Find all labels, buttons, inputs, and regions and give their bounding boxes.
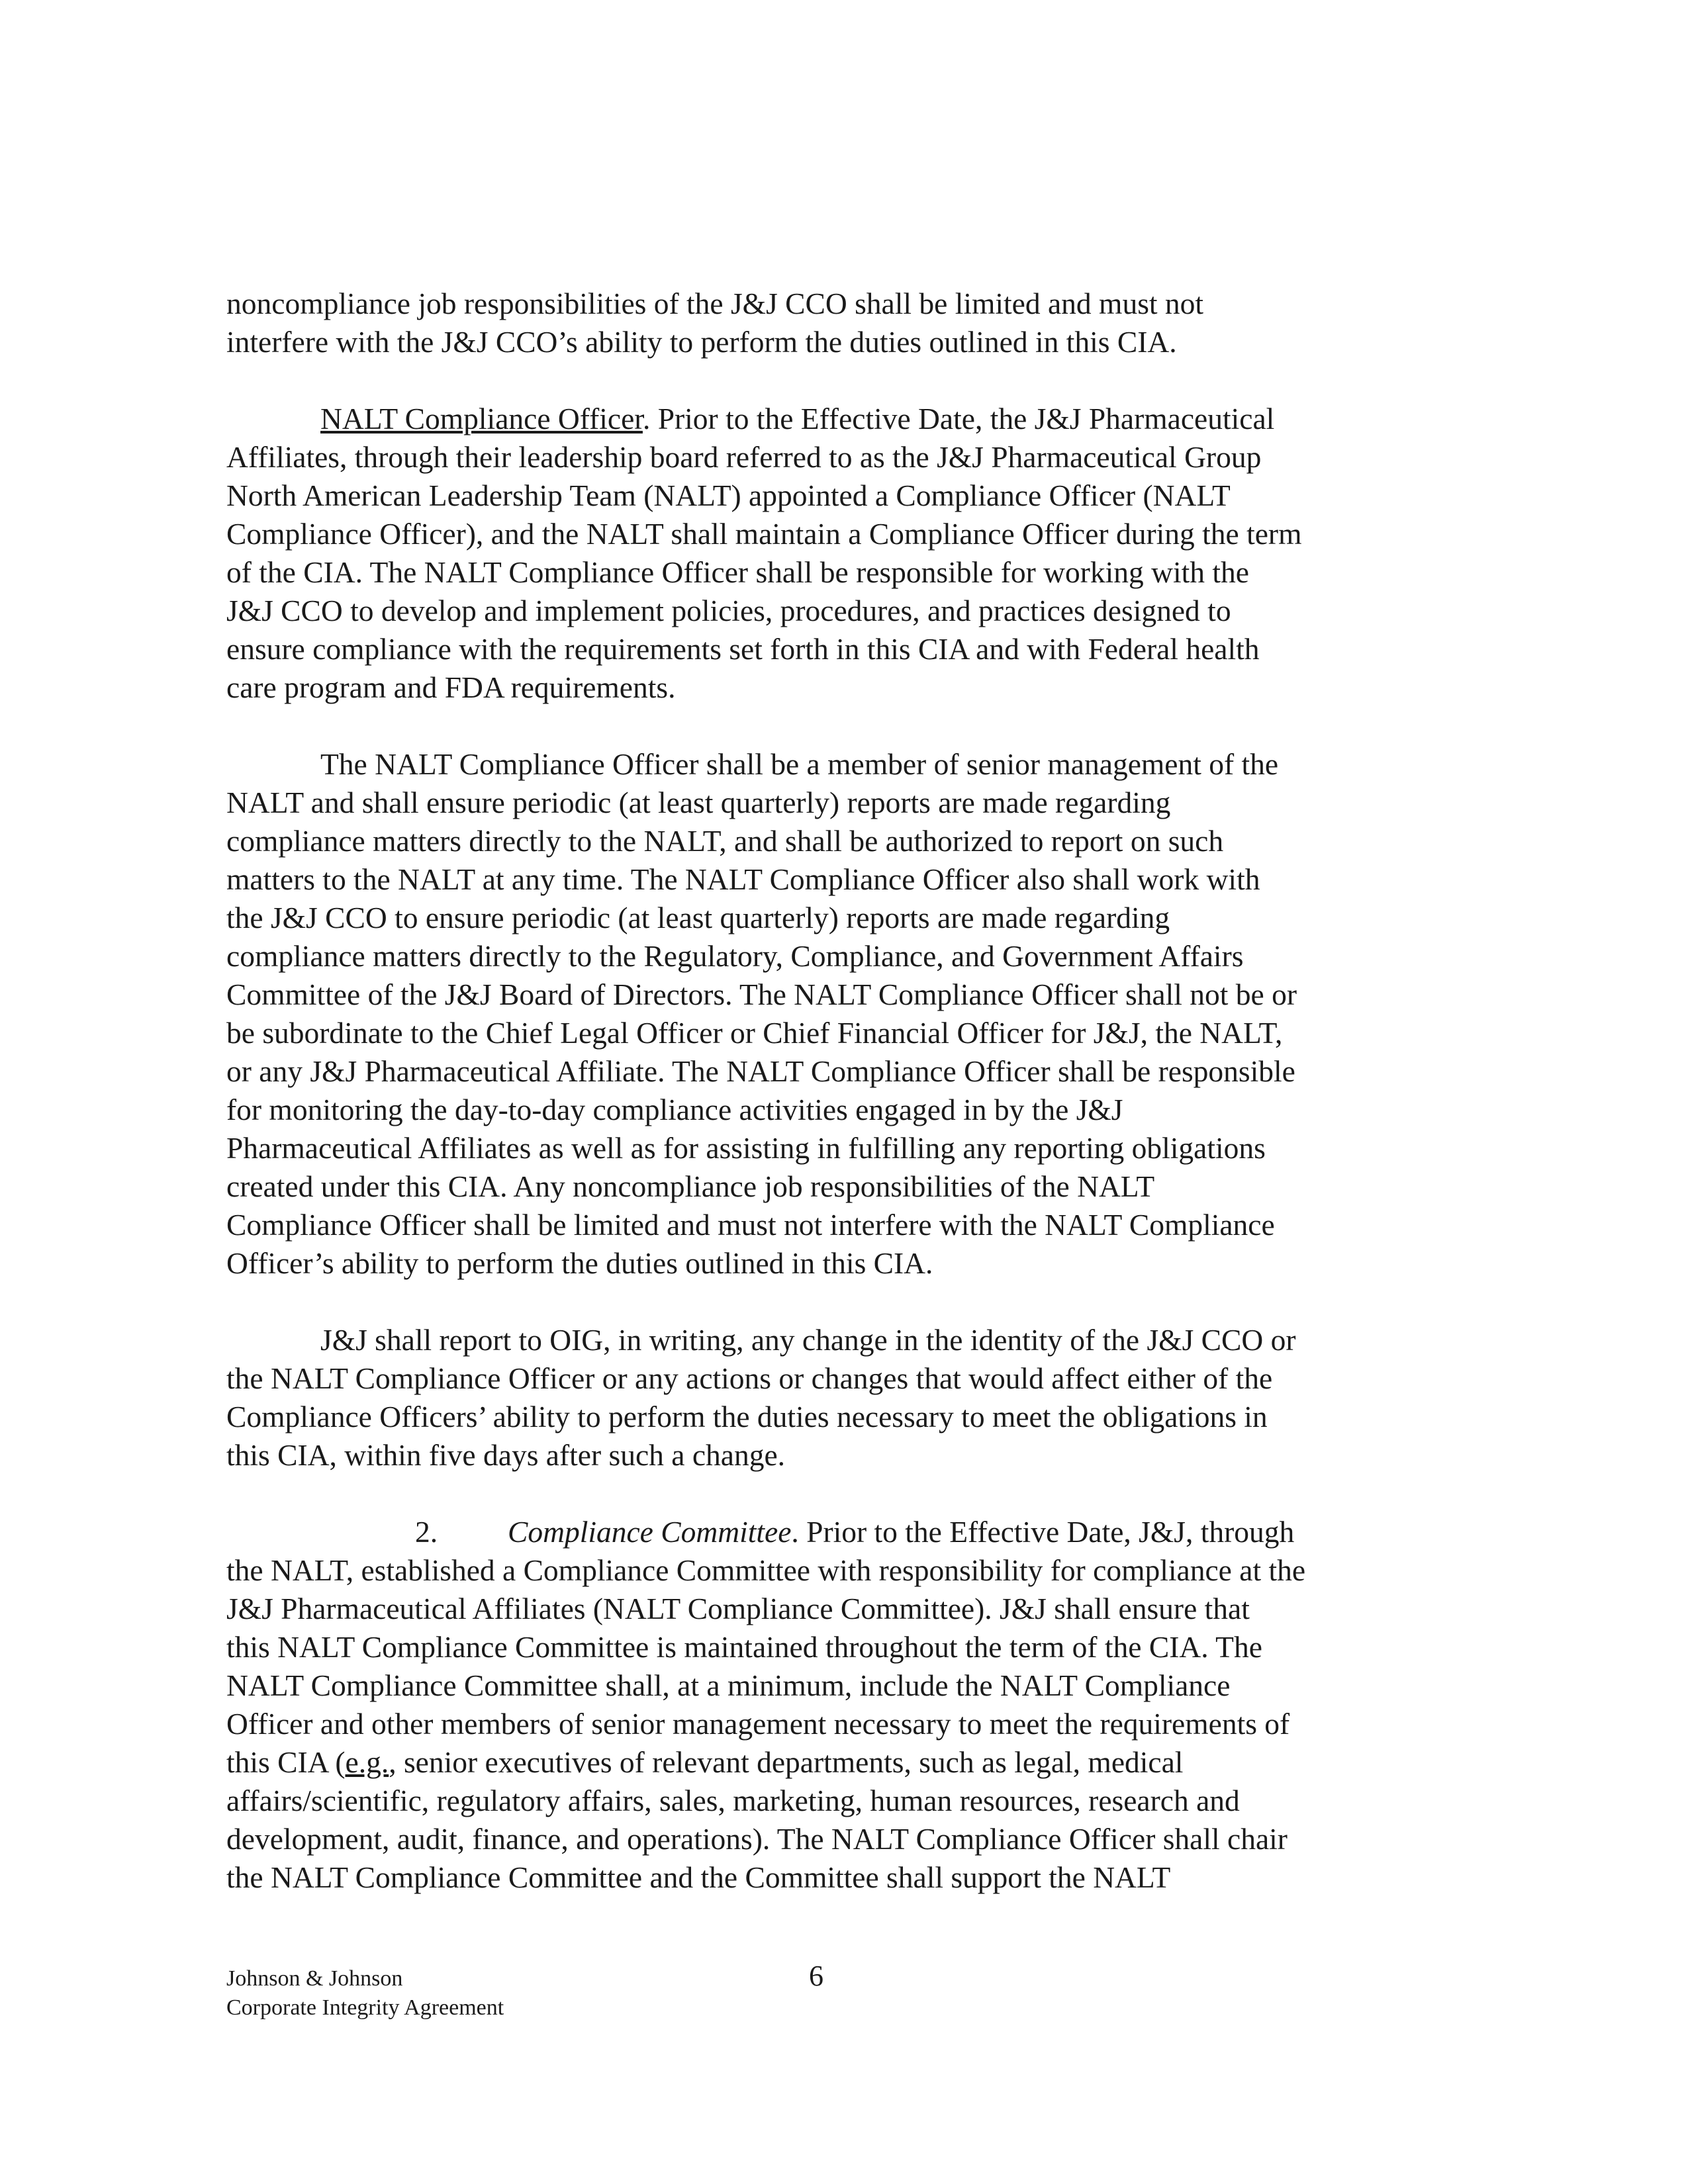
- paragraph-compliance-committee: [226, 1513, 1471, 1897]
- text-line: North American Leadership Team (NALT) appointed a Compliance Officer (NALT: [226, 478, 1231, 512]
- text-line: [226, 1743, 1471, 1782]
- text-line: NALT Compliance Committee shall, at a minimum, include the NALT Compliance: [226, 1668, 1231, 1702]
- text-line: compliance matters directly to the Regulatory, Compliance, and Government Affairs: [226, 939, 1244, 973]
- section-heading: NALT Compliance Officer: [320, 402, 643, 435]
- paragraph-continuation: [226, 285, 1471, 361]
- text-line: Affiliates, through their leadership board referred to as the J&J Pharmaceutical Group: [226, 440, 1262, 474]
- text-fragment: , senior executives of relevant departments, such as legal, medical: [389, 1745, 1184, 1779]
- text-line: [226, 1513, 1471, 1551]
- text-line: the NALT Compliance Officer or any actions or changes that would affect either of the: [226, 1361, 1273, 1395]
- text-line: interfere with the J&J CCO’s ability to perform the duties outlined in this CIA.: [226, 325, 1177, 359]
- text-fragment: . Prior to the Effective Date, J&J, through: [791, 1515, 1295, 1549]
- text-line: NALT and shall ensure periodic (at least quarterly) reports are made regarding: [226, 786, 1171, 819]
- text-line: Compliance Officers’ ability to perform the duties necessary to meet the obligations in: [226, 1400, 1268, 1433]
- document-body: [226, 285, 1471, 1935]
- text-line: this NALT Compliance Committee is maintained throughout the term of the CIA. The: [226, 1630, 1262, 1664]
- footer-company: Johnson & Johnson: [226, 1966, 403, 1991]
- eg-abbreviation: e.g.: [345, 1745, 389, 1779]
- text-fragment: The NALT Compliance Officer shall be a member of senior management of the: [320, 747, 1279, 781]
- text-fragment: this CIA (: [226, 1745, 346, 1779]
- text-line: of the CIA. The NALT Compliance Officer shall be responsible for working with the: [226, 555, 1250, 589]
- text-line: compliance matters directly to the NALT, and shall be authorized to report on such: [226, 824, 1224, 858]
- text-line: ensure compliance with the requirements set forth in this CIA and with Federal health: [226, 632, 1260, 666]
- paragraph-report-to-oig: [226, 1321, 1471, 1475]
- section-heading: Compliance Committee: [508, 1515, 792, 1549]
- text-line: development, audit, finance, and operations). The NALT Compliance Officer shall chair: [226, 1822, 1288, 1856]
- text-fragment: J&J shall report to OIG, in writing, any change in the identity of the J&J CCO or: [320, 1323, 1296, 1357]
- footer-document-title: [226, 1964, 504, 2023]
- text-line: J&J Pharmaceutical Affiliates (NALT Compliance Committee). J&J shall ensure that: [226, 1592, 1250, 1625]
- text-line: noncompliance job responsibilities of the J&J CCO shall be limited and must not: [226, 287, 1204, 320]
- text-line: Pharmaceutical Affiliates as well as for assisting in fulfilling any reporting obligations: [226, 1131, 1266, 1165]
- text-line: Officer’s ability to perform the duties outlined in this CIA.: [226, 1246, 933, 1280]
- text-line: be subordinate to the Chief Legal Officer or Chief Financial Officer for J&J, the NALT,: [226, 1016, 1283, 1050]
- text-line: Compliance Officer shall be limited and must not interfere with the NALT Compliance: [226, 1208, 1275, 1242]
- footer-agreement: Corporate Integrity Agreement: [226, 1995, 504, 2020]
- text-line: for monitoring the day-to-day compliance activities engaged in by the J&J: [226, 1093, 1123, 1126]
- paragraph-nalt-officer-duties: [226, 745, 1471, 1283]
- text-line: Officer and other members of senior management necessary to meet the requirements of: [226, 1707, 1290, 1741]
- text-line: the NALT, established a Compliance Committee with responsibility for compliance at the: [226, 1553, 1306, 1587]
- text-line: created under this CIA. Any noncompliance job responsibilities of the NALT: [226, 1169, 1155, 1203]
- text-line: Compliance Officer), and the NALT shall maintain a Compliance Officer during the term: [226, 517, 1302, 551]
- paragraph-nalt-compliance-officer: [226, 400, 1471, 707]
- section-number: 2.: [415, 1515, 438, 1549]
- text-line: the NALT Compliance Committee and the Committee shall support the NALT: [226, 1860, 1171, 1894]
- text-line: Committee of the J&J Board of Directors. The NALT Compliance Officer shall not be or: [226, 978, 1297, 1011]
- page-number: 6: [809, 1960, 823, 1992]
- text-line: or any J&J Pharmaceutical Affiliate. The NALT Compliance Officer shall be responsible: [226, 1054, 1295, 1088]
- text-line: [226, 400, 1471, 438]
- text-line: affairs/scientific, regulatory affairs, sales, marketing, human resources, research and: [226, 1784, 1240, 1817]
- text-line: the J&J CCO to ensure periodic (at least quarterly) reports are made regarding: [226, 901, 1170, 934]
- text-line: care program and FDA requirements.: [226, 670, 676, 704]
- text-line: this CIA, within five days after such a change.: [226, 1438, 786, 1472]
- text-line: J&J CCO to develop and implement policies, procedures, and practices designed to: [226, 594, 1231, 627]
- text-fragment: . Prior to the Effective Date, the J&J Pharmaceutical: [642, 402, 1275, 435]
- text-line: [226, 1321, 1471, 1359]
- text-line: [226, 745, 1471, 784]
- text-line: matters to the NALT at any time. The NALT Compliance Officer also shall work with: [226, 862, 1260, 896]
